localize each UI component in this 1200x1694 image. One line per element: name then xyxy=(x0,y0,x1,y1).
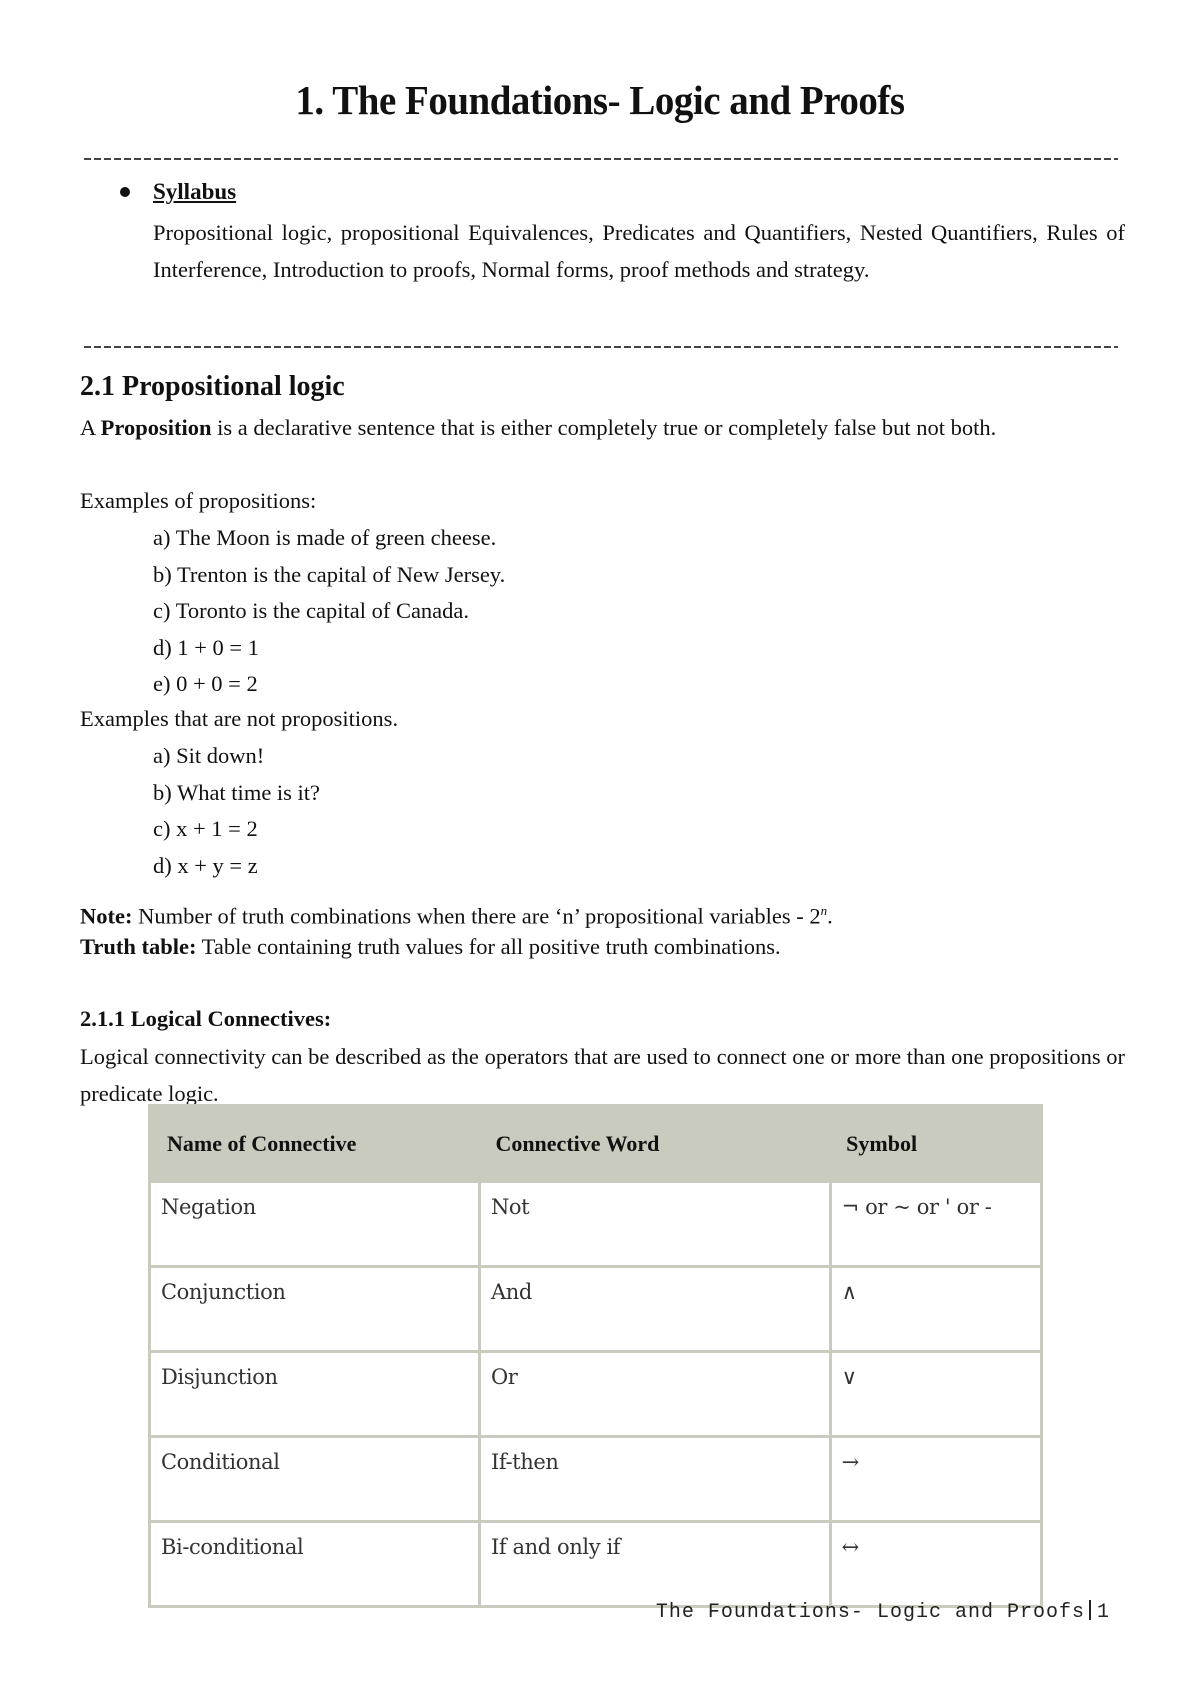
cell-name: Conjunction xyxy=(150,1267,480,1352)
definition-term: Proposition xyxy=(100,415,212,440)
list-item: b) What time is it? xyxy=(153,779,321,805)
cell-name: Disjunction xyxy=(150,1352,480,1437)
page-title: 1. The Foundations- Logic and Proofs xyxy=(295,77,905,123)
list-item: e) 0 + 0 = 2 xyxy=(153,671,258,696)
cell-word: If-then xyxy=(479,1437,830,1522)
truth-table-text: Table containing truth values for all positive truth combinations. xyxy=(196,934,781,959)
cell-name: Conditional xyxy=(150,1437,480,1522)
syllabus-body: Propositional logic, propositional Equivalences, Predicates and Quantifiers, Nested Quantifiers, Rules of Interference, Introduction to proofs, Normal forms, proof methods and strategy. xyxy=(153,220,1125,282)
page-footer xyxy=(656,1600,1110,1624)
table-row xyxy=(150,1522,1042,1607)
examples-heading: Examples of propositions: xyxy=(80,488,317,513)
table-header-row xyxy=(150,1106,1042,1182)
footer-title: The Foundations- Logic and Proofs xyxy=(655,1601,1085,1624)
examples-list xyxy=(153,520,505,703)
list-item: c) x + 1 = 2 xyxy=(153,816,258,841)
list-item: c) Toronto is the capital of Canada. xyxy=(153,598,470,623)
dashed-divider-bottom xyxy=(84,346,1118,348)
header-symbol: Symbol xyxy=(830,1106,1041,1182)
table-row xyxy=(150,1182,1042,1267)
header-name-of-connective: Name of Connective xyxy=(150,1106,480,1182)
list-item: d) 1 + 0 = 1 xyxy=(153,634,259,660)
non-examples-list xyxy=(153,738,320,884)
cell-symbol: → xyxy=(830,1437,1041,1522)
connectives-table xyxy=(148,1104,1043,1608)
list-item: a) The Moon is made of green cheese. xyxy=(153,525,497,550)
cell-name: Bi-conditional xyxy=(150,1522,480,1607)
section-heading-2-1: 2.1 Propositional logic xyxy=(80,371,345,402)
table-row xyxy=(150,1437,1042,1522)
dashed-divider-top xyxy=(84,158,1118,160)
note-end: . xyxy=(827,903,833,929)
table-row xyxy=(150,1352,1042,1437)
footer-separator xyxy=(1089,1600,1091,1620)
non-examples-heading: Examples that are not propositions. xyxy=(80,706,399,731)
truth-table-paragraph xyxy=(80,929,1125,966)
bullet-icon xyxy=(120,187,130,197)
page-number: 1 xyxy=(1096,1601,1110,1624)
list-item: a) Sit down! xyxy=(153,743,265,768)
cell-name: Negation xyxy=(150,1182,480,1267)
section-heading-2-1-1: 2.1.1 Logical Connectives: xyxy=(80,1006,332,1031)
cell-word: Not xyxy=(479,1182,830,1267)
list-item: b) Trenton is the capital of New Jersey. xyxy=(153,561,506,587)
proposition-definition xyxy=(80,410,1125,447)
cell-word: And xyxy=(479,1267,830,1352)
cell-word: Or xyxy=(479,1352,830,1437)
list-item: d) x + y = z xyxy=(153,852,258,878)
logical-connectives-body: Logical connectivity can be described as the operators that are used to connect one or more than one propositions or predicate logic. xyxy=(80,1044,1125,1106)
definition-prefix: A xyxy=(80,415,101,440)
cell-symbol: ∧ xyxy=(830,1267,1041,1352)
truth-table-label: Truth table: xyxy=(80,934,197,959)
note-text: Number of truth combinations when there are ‘n’ propositional variables - 2 xyxy=(132,903,821,929)
table-row xyxy=(150,1267,1042,1352)
definition-text: is a declarative sentence that is either completely true or completely false but not both. xyxy=(211,415,997,440)
cell-symbol: ↔ xyxy=(830,1522,1041,1607)
note-exponent: n xyxy=(820,903,828,918)
header-connective-word: Connective Word xyxy=(479,1106,830,1182)
cell-symbol: ¬ or ~ or ' or - xyxy=(830,1182,1041,1267)
syllabus-heading: Syllabus xyxy=(153,179,237,204)
cell-symbol: ∨ xyxy=(830,1352,1041,1437)
note-label: Note: xyxy=(80,903,133,929)
cell-word: If and only if xyxy=(479,1522,830,1607)
